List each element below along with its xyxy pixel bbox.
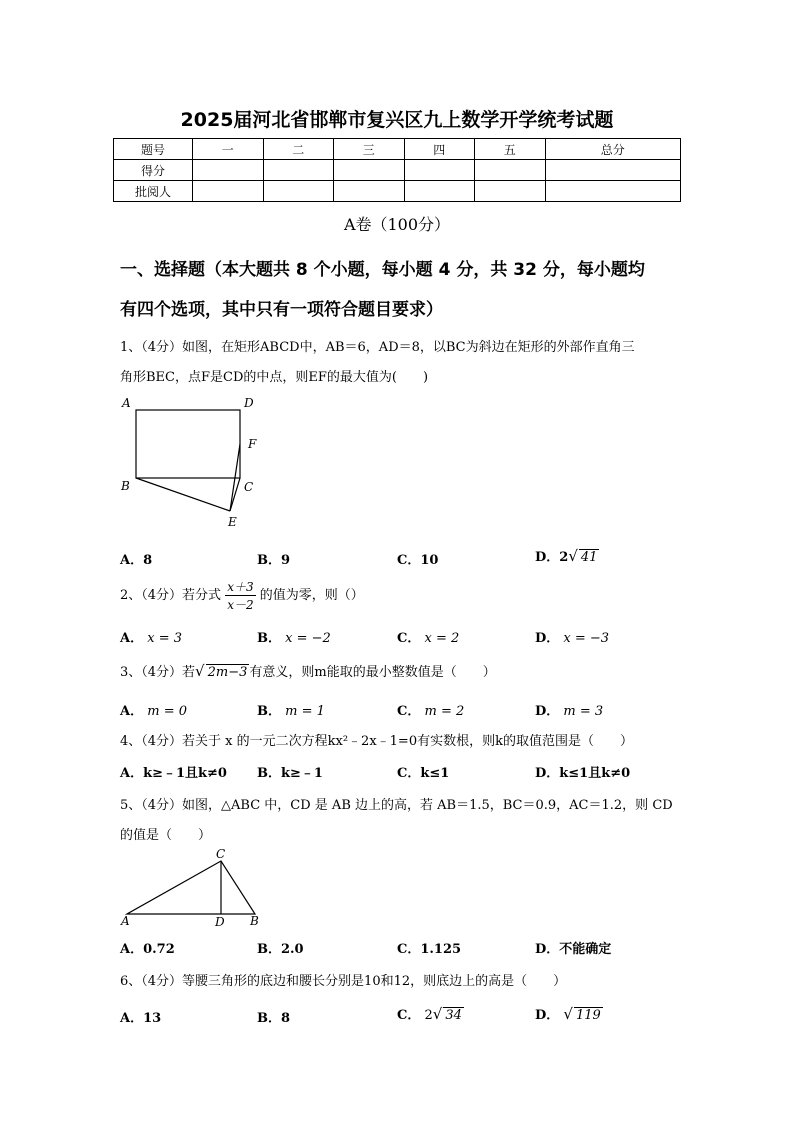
option-a[interactable]: A．8 bbox=[120, 553, 153, 568]
option-b[interactable]: B．2.0 bbox=[257, 942, 304, 957]
rectangle-abcd bbox=[136, 410, 240, 478]
option-d[interactable]: D．2√ 41 bbox=[535, 547, 598, 565]
table-cell[interactable] bbox=[404, 160, 475, 181]
option-a[interactable]: A． x = 3 bbox=[120, 631, 182, 646]
label-d: D bbox=[215, 915, 225, 929]
page-title: 2025届河北省邯郸市复兴区九上数学开学统考试题 bbox=[180, 109, 614, 131]
label-d: D bbox=[244, 396, 254, 410]
label-c: C bbox=[244, 480, 254, 494]
table-cell[interactable] bbox=[475, 181, 546, 202]
radicand: 119 bbox=[575, 1008, 601, 1023]
question-5-line2: 的值是（ ） bbox=[120, 828, 212, 843]
radicand: 41 bbox=[580, 550, 598, 565]
option-a[interactable]: A．13 bbox=[120, 1011, 162, 1026]
question-1-line1: 1、（4分）如图，在矩形ABCD中，AB＝6，AD＝8，以BC为斜边在矩形的外部作直角三 bbox=[120, 340, 635, 355]
option-b[interactable]: B．8 bbox=[257, 1011, 291, 1026]
option-d[interactable]: D． x = −3 bbox=[535, 631, 610, 646]
table-cell[interactable] bbox=[404, 181, 475, 202]
question-5-line1: 5、（4分）如图，△ABC 中，CD 是 AB 边上的高，若 AB＝1.5，BC＝0.9，AC＝1.2，则 CD bbox=[120, 798, 673, 813]
option-c[interactable]: C． x = 2 bbox=[397, 631, 460, 646]
option-c[interactable]: C． m = 2 bbox=[397, 704, 465, 719]
table-cell[interactable] bbox=[334, 160, 405, 181]
score-table-row bbox=[114, 160, 681, 181]
score-table-header-row bbox=[114, 139, 681, 160]
segment-ec bbox=[230, 478, 240, 511]
question-4: 4、（4分）若关于 x 的一元二次方程kx²﹣2x﹣1=0有实数根，则k的取值范围是（ ） bbox=[120, 734, 633, 749]
label-b: B bbox=[250, 914, 259, 928]
label-a: A bbox=[121, 914, 130, 928]
option-c[interactable]: C．10 bbox=[397, 553, 439, 568]
label-b: B bbox=[121, 479, 130, 493]
table-cell: 一 bbox=[193, 139, 264, 160]
radicand: 34 bbox=[445, 1008, 462, 1023]
section-heading-line1: 一、选择题（本大题共 8 个小题，每小题 4 分，共 32 分，每小题均 bbox=[120, 260, 645, 280]
table-cell: 四 bbox=[404, 139, 475, 160]
segment-be bbox=[136, 478, 230, 511]
option-a[interactable]: A．k≥﹣1且k≠0 bbox=[120, 766, 227, 781]
table-cell[interactable] bbox=[263, 160, 334, 181]
table-cell: 二 bbox=[263, 139, 334, 160]
table-cell[interactable] bbox=[475, 160, 546, 181]
radicand: 2m−3 bbox=[207, 665, 248, 680]
triangle-abc bbox=[127, 861, 255, 914]
section-heading-line2: 有四个选项，其中只有一项符合题目要求） bbox=[120, 300, 443, 320]
option-a[interactable]: A． m = 0 bbox=[120, 704, 187, 719]
table-cell: 得分 bbox=[114, 160, 193, 181]
table-cell[interactable] bbox=[545, 181, 681, 202]
option-d[interactable]: D． m = 3 bbox=[535, 704, 604, 719]
fraction: $\frac{x+3}{x-2}$ bbox=[227, 580, 254, 612]
option-d[interactable]: D． √ 119 bbox=[535, 1005, 601, 1023]
label-c: C bbox=[216, 847, 226, 861]
label-e: E bbox=[228, 515, 237, 529]
option-d[interactable]: D．不能确定 bbox=[535, 942, 612, 957]
question-2: 2、（4分）若分式 $\frac{x+3}{x-2}$ 的值为零，则（） bbox=[120, 580, 364, 612]
question-1-line2: 角形BEC，点F是CD的中点，则EF的最大值为( ) bbox=[120, 370, 429, 385]
table-cell: 题号 bbox=[114, 139, 193, 160]
table-cell: 批阅人 bbox=[114, 181, 193, 202]
table-cell: 五 bbox=[475, 139, 546, 160]
option-b[interactable]: B．k≥﹣1 bbox=[257, 766, 323, 781]
table-cell[interactable] bbox=[545, 160, 681, 181]
question-6: 6、（4分）等腰三角形的底边和腰长分别是10和12，则底边上的高是（ ） bbox=[120, 974, 567, 989]
table-cell: 总分 bbox=[545, 139, 681, 160]
question-1-figure bbox=[115, 392, 275, 532]
option-c[interactable]: C．k≤1 bbox=[397, 766, 450, 781]
score-table bbox=[113, 138, 681, 202]
option-a[interactable]: A．0.72 bbox=[120, 942, 175, 957]
volume-heading: A卷（100分） bbox=[343, 215, 451, 234]
table-cell[interactable] bbox=[263, 181, 334, 202]
option-d[interactable]: D．k≤1且k≠0 bbox=[535, 766, 631, 781]
option-c[interactable]: C．1.125 bbox=[397, 942, 462, 957]
label-a: A bbox=[122, 396, 131, 410]
table-cell[interactable] bbox=[193, 160, 264, 181]
option-b[interactable]: B．9 bbox=[257, 553, 291, 568]
table-cell[interactable] bbox=[193, 181, 264, 202]
table-cell: 三 bbox=[334, 139, 405, 160]
question-3: 3、（4分）若√ 2m−3 有意义，则m能取的最小整数值是（ ） bbox=[120, 662, 496, 680]
option-b[interactable]: B． x = −2 bbox=[257, 631, 331, 646]
option-b[interactable]: B． m = 1 bbox=[257, 704, 325, 719]
label-f: F bbox=[248, 437, 257, 451]
table-cell[interactable] bbox=[334, 181, 405, 202]
option-c[interactable]: C． 2√ 34 bbox=[397, 1005, 462, 1023]
score-table-row bbox=[114, 181, 681, 202]
question-5-figure bbox=[115, 845, 275, 930]
